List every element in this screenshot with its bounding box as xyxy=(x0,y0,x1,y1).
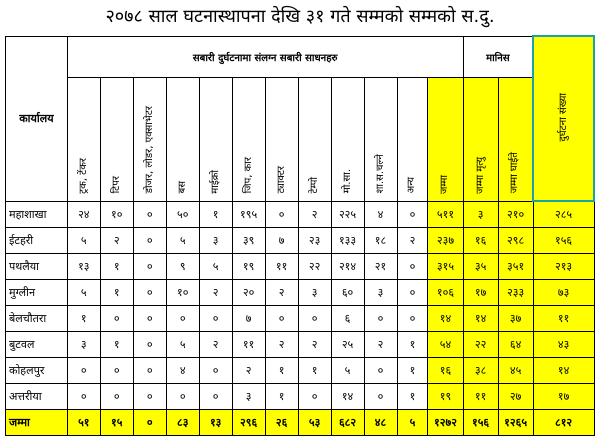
value-cell: १ xyxy=(397,332,428,358)
office-cell: जम्मा xyxy=(6,410,68,436)
value-cell: ० xyxy=(364,306,397,332)
value-cell: ० xyxy=(67,358,100,384)
value-cell: ३ xyxy=(298,280,331,306)
table-row xyxy=(6,306,595,332)
value-cell: ० xyxy=(100,306,133,332)
value-cell: १३ xyxy=(199,410,232,436)
table-body xyxy=(6,201,595,436)
value-cell: २ xyxy=(199,332,232,358)
value-cell: २१४ xyxy=(331,254,364,280)
value-cell: ८१२ xyxy=(533,410,594,436)
injured-header: जम्मा घाईते xyxy=(498,77,533,201)
value-cell: २३७ xyxy=(428,228,463,254)
value-cell: ० xyxy=(133,280,166,306)
value-cell: १९५ xyxy=(232,201,265,228)
value-cell: १२७२ xyxy=(428,410,463,436)
value-cell: २९८ xyxy=(498,228,533,254)
value-cell: १५६ xyxy=(533,228,594,254)
value-cell: १४ xyxy=(428,306,463,332)
value-cell: १२६५ xyxy=(498,410,533,436)
value-cell: १ xyxy=(265,358,298,384)
value-cell: ० xyxy=(265,201,298,228)
value-cell: १७ xyxy=(463,280,498,306)
vehicle-type-header: माईक्रो xyxy=(199,77,232,201)
value-cell: १६ xyxy=(463,228,498,254)
value-cell: ० xyxy=(397,306,428,332)
value-cell: ३८ xyxy=(463,358,498,384)
value-cell: २ xyxy=(100,228,133,254)
value-cell: ५ xyxy=(331,358,364,384)
value-cell: ० xyxy=(298,384,331,410)
value-cell: ५३ xyxy=(298,410,331,436)
value-cell: १० xyxy=(100,201,133,228)
value-cell: १ xyxy=(265,384,298,410)
value-cell: ३५१ xyxy=(498,254,533,280)
value-cell: ० xyxy=(397,201,428,228)
table-row xyxy=(6,228,595,254)
value-cell: १४ xyxy=(331,384,364,410)
value-cell: २५ xyxy=(331,332,364,358)
value-cell: ५४ xyxy=(428,332,463,358)
value-cell: ० xyxy=(166,306,199,332)
office-cell: कोहलपुर xyxy=(6,358,68,384)
value-cell: १४ xyxy=(533,358,594,384)
people-group-header: मानिस xyxy=(463,36,533,77)
table-row xyxy=(6,201,595,228)
value-cell: ५१ xyxy=(67,410,100,436)
value-cell: ५ xyxy=(67,280,100,306)
value-cell: २ xyxy=(265,332,298,358)
value-cell: ० xyxy=(133,306,166,332)
office-cell: पथलैया xyxy=(6,254,68,280)
value-cell: १८ xyxy=(364,228,397,254)
value-cell: ५ xyxy=(397,410,428,436)
value-cell: ६४ xyxy=(498,332,533,358)
value-cell: ११ xyxy=(265,254,298,280)
value-cell: ३ xyxy=(232,384,265,410)
value-cell: ३१५ xyxy=(428,254,463,280)
value-cell: २० xyxy=(232,280,265,306)
value-cell: १७ xyxy=(533,384,594,410)
value-cell: २७ xyxy=(498,384,533,410)
value-cell: २८५ xyxy=(533,201,594,228)
value-cell: ० xyxy=(67,384,100,410)
value-cell: २१ xyxy=(364,254,397,280)
vehicle-type-header: डोजर, लोडर, एक्साभेटर xyxy=(133,77,166,201)
value-cell: १६ xyxy=(428,358,463,384)
office-cell: मुग्लीन xyxy=(6,280,68,306)
value-cell: ३५ xyxy=(463,254,498,280)
value-cell: २ xyxy=(265,280,298,306)
value-cell: ० xyxy=(199,384,232,410)
office-cell: ईटहरी xyxy=(6,228,68,254)
page-title: २०७८ साल घटनास्थापना देखि ३१ गते सम्मको सम्मको स.दु. xyxy=(105,6,495,27)
value-cell: ११ xyxy=(232,332,265,358)
value-cell: ० xyxy=(100,384,133,410)
value-cell: २ xyxy=(298,332,331,358)
value-cell: १३ xyxy=(67,254,100,280)
value-cell: ४ xyxy=(364,201,397,228)
table-row xyxy=(6,280,595,306)
value-cell: २३३ xyxy=(498,280,533,306)
vehicles-group-header: सबारी दुर्घटनामा संलग्न सबारी साधनहरु xyxy=(67,36,463,77)
office-header: कार्यालय xyxy=(6,36,68,201)
office-cell: बेलचौतरा xyxy=(6,306,68,332)
value-cell: ० xyxy=(166,384,199,410)
value-cell: १ xyxy=(397,358,428,384)
value-cell: ७ xyxy=(265,228,298,254)
value-cell: २३ xyxy=(298,228,331,254)
value-cell: ० xyxy=(397,254,428,280)
vehicle-type-header: ट्याक्टर xyxy=(265,77,298,201)
value-cell: २४ xyxy=(67,201,100,228)
value-cell: १९ xyxy=(232,254,265,280)
value-cell: २२ xyxy=(298,254,331,280)
value-cell: ५ xyxy=(166,228,199,254)
value-cell: ६० xyxy=(331,280,364,306)
value-cell: ० xyxy=(133,410,166,436)
table-row xyxy=(6,332,595,358)
value-cell: १५६ xyxy=(463,410,498,436)
value-cell: ० xyxy=(364,358,397,384)
value-cell: ५० xyxy=(166,201,199,228)
value-cell: ५ xyxy=(199,254,232,280)
value-cell: २१३ xyxy=(533,254,594,280)
value-cell: ५ xyxy=(67,228,100,254)
value-cell: १९ xyxy=(428,384,463,410)
value-cell: २ xyxy=(397,228,428,254)
value-cell: २९६ xyxy=(232,410,265,436)
value-cell: ३ xyxy=(199,228,232,254)
value-cell: १ xyxy=(100,332,133,358)
value-cell: १४ xyxy=(463,306,498,332)
value-cell: ४५ xyxy=(498,358,533,384)
value-cell: ० xyxy=(133,358,166,384)
value-cell: १ xyxy=(298,358,331,384)
value-cell: १ xyxy=(100,280,133,306)
office-cell: महाशाखा xyxy=(6,201,68,228)
value-cell: ९ xyxy=(166,254,199,280)
value-cell: ५ xyxy=(166,332,199,358)
value-cell: ६ xyxy=(331,306,364,332)
value-cell: ० xyxy=(298,306,331,332)
office-cell: बुटवल xyxy=(6,332,68,358)
value-cell: १०६ xyxy=(428,280,463,306)
vehicle-type-header: शा.स.चल्ने xyxy=(364,77,397,201)
value-cell: ११ xyxy=(463,384,498,410)
value-cell: २ xyxy=(364,332,397,358)
vehicle-type-header: जिप, कार xyxy=(232,77,265,201)
vehicle-type-header: अन्य xyxy=(397,77,428,201)
value-cell: १ xyxy=(199,201,232,228)
value-cell: ५११ xyxy=(428,201,463,228)
table-row xyxy=(6,254,595,280)
value-cell: ३९ xyxy=(232,228,265,254)
value-cell: १ xyxy=(397,384,428,410)
value-cell: १० xyxy=(166,280,199,306)
value-cell: ० xyxy=(199,306,232,332)
value-cell: ३ xyxy=(364,280,397,306)
value-cell: २२५ xyxy=(331,201,364,228)
value-cell: ११ xyxy=(533,306,594,332)
value-cell: १५ xyxy=(100,410,133,436)
value-cell: १३३ xyxy=(331,228,364,254)
value-cell: ७ xyxy=(232,306,265,332)
value-cell: २१० xyxy=(498,201,533,228)
value-cell: २६ xyxy=(265,410,298,436)
vehicle-type-header: मो.सा. xyxy=(331,77,364,201)
value-cell: ० xyxy=(133,384,166,410)
vehicle-type-header: ट्रक, टेंकर xyxy=(67,77,100,201)
vehicle-type-header: टेम्पो xyxy=(298,77,331,201)
value-cell: ४८ xyxy=(364,410,397,436)
value-cell: ४ xyxy=(166,358,199,384)
value-cell: २ xyxy=(232,358,265,384)
accident-count-label: दुर्घटना संख्या xyxy=(557,92,569,142)
value-cell: ० xyxy=(397,280,428,306)
value-cell: ० xyxy=(199,358,232,384)
value-cell: ० xyxy=(265,306,298,332)
value-cell: २ xyxy=(298,201,331,228)
value-cell: ० xyxy=(133,201,166,228)
accident-table xyxy=(5,35,595,436)
value-cell: ० xyxy=(133,332,166,358)
total-row xyxy=(6,410,595,436)
deaths-header: जम्मा मृत्यु xyxy=(463,77,498,201)
value-cell: ६८२ xyxy=(331,410,364,436)
vehicle-type-header: बस xyxy=(166,77,199,201)
value-cell: १ xyxy=(100,254,133,280)
office-cell: अत्तरीया xyxy=(6,384,68,410)
value-cell: २२ xyxy=(463,332,498,358)
value-cell: ३७ xyxy=(498,306,533,332)
table-row xyxy=(6,384,595,410)
value-cell: ८३ xyxy=(166,410,199,436)
value-cell: २ xyxy=(199,280,232,306)
value-cell: १ xyxy=(67,306,100,332)
value-cell: ० xyxy=(133,228,166,254)
value-cell: ४३ xyxy=(533,332,594,358)
value-cell: ० xyxy=(100,358,133,384)
value-cell: ३ xyxy=(463,201,498,228)
table-row xyxy=(6,358,595,384)
vehicle-type-header: टिपर xyxy=(100,77,133,201)
accident-count-header xyxy=(533,36,594,201)
vehicle-total-header: जम्मा xyxy=(428,77,463,201)
value-cell: ० xyxy=(133,254,166,280)
value-cell: ० xyxy=(364,384,397,410)
value-cell: ७३ xyxy=(533,280,594,306)
value-cell: ३ xyxy=(67,332,100,358)
